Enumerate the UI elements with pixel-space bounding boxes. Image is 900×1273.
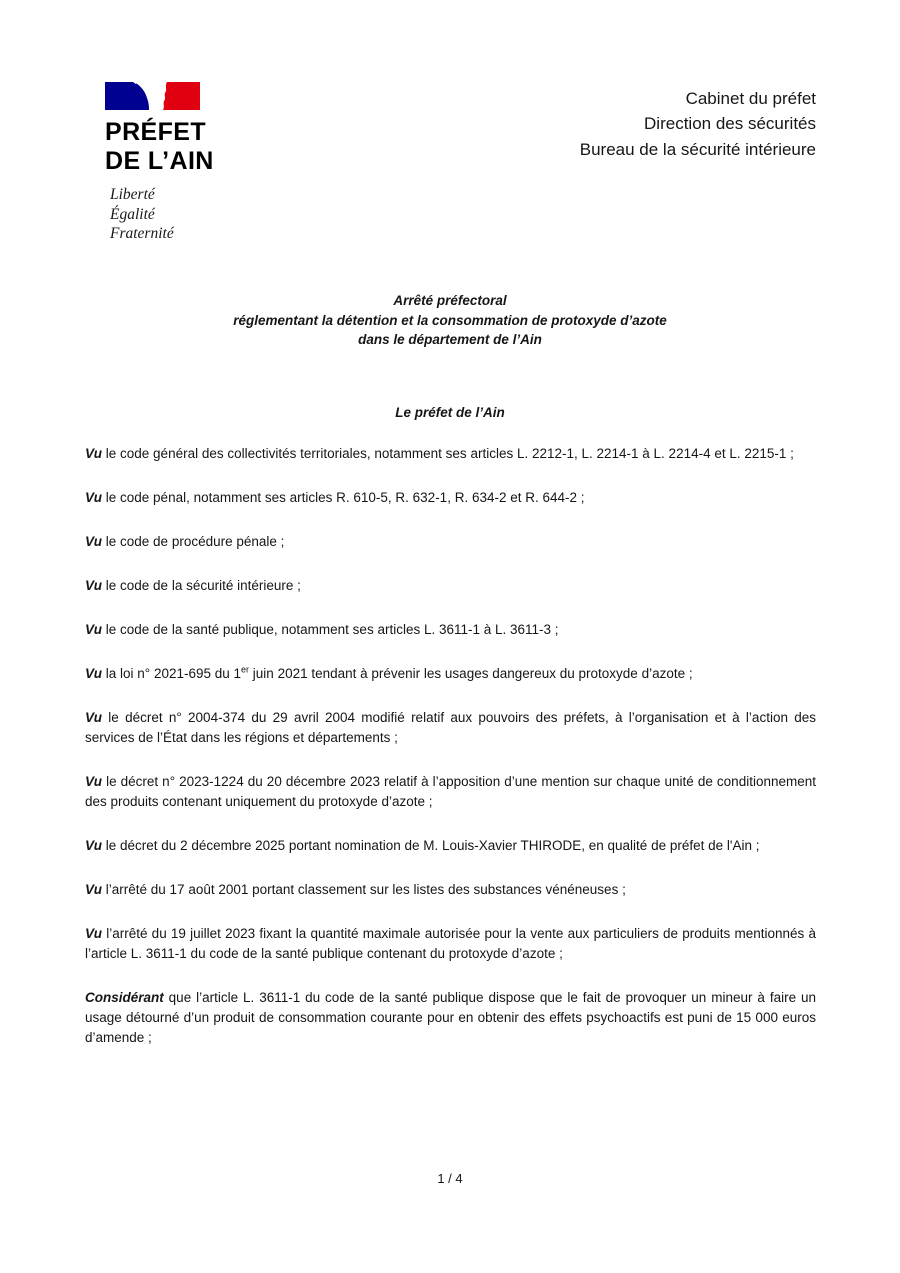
recital-lead-word: Vu: [85, 446, 103, 461]
issuing-service-block: [580, 86, 816, 162]
motto-egalite: Égalité: [110, 205, 155, 223]
ordinal-superscript: er: [241, 664, 250, 675]
recital-lead-word: Vu: [85, 926, 103, 941]
vu-paragraph: Vu la loi n° 2021-695 du 1er juin 2021 tendant à prévenir les usages dangereux du protoxyde d’azote ;: [85, 664, 693, 681]
vu-paragraph: Vu le décret n° 2023-1224 du 20 décembre 2023 relatif à l’apposition d’une mention sur chaque unité de conditionnement des produits contenant uniquement du protoxyde d’azote ;: [85, 774, 816, 809]
considerant-paragraph: Considérant que l’article L. 3611-1 du code de la santé publique dispose que le fait de provoquer un mineur à faire un usage détourné d’un produit de consommation courante pour en obtenir des effets psychoactifs est puni de 15 000 euros d’amende ;: [85, 990, 816, 1045]
document-title: [0, 291, 900, 350]
prefecture-name: [105, 118, 325, 176]
recital-lead-word: Vu: [85, 838, 103, 853]
body-paragraphs: [85, 444, 816, 1072]
prefecture-logo: [105, 82, 325, 244]
recital-lead-word: Vu: [85, 578, 103, 593]
vu-paragraph: Vu le code de la santé publique, notamment ses articles L. 3611-1 à L. 3611-3 ;: [85, 622, 559, 637]
recital-lead-word: Considérant: [85, 990, 164, 1005]
motto-fraternite: Fraternité: [110, 225, 174, 242]
french-flag-marianne-icon: [105, 82, 200, 110]
document-title-line3: dans le département de l’Ain: [358, 332, 542, 347]
recital-lead-word: Vu: [85, 534, 103, 549]
vu-paragraph: Vu le code général des collectivités territoriales, notamment ses articles L. 2212-1, L. 2214-1 à L. 2214-4 et L. 2215-1 ;: [85, 446, 794, 461]
service-line-direction: Direction des sécurités: [644, 114, 816, 134]
vu-paragraph: Vu le code de la sécurité intérieure ;: [85, 578, 301, 593]
prefecture-name-line2: DE L’AIN: [105, 147, 214, 175]
recital-lead-word: Vu: [85, 666, 103, 681]
prefecture-name-line1: PRÉFET: [105, 118, 207, 146]
vu-paragraph: Vu le code de procédure pénale ;: [85, 534, 285, 549]
page-number: 1 / 4: [437, 1171, 463, 1186]
recital-lead-word: Vu: [85, 710, 103, 725]
vu-paragraph: Vu l’arrêté du 19 juillet 2023 fixant la quantité maximale autorisée pour la vente aux particuliers de produits mentionnés à l’article L. 3611-1 du code de la santé publique contenant du protoxyde d’azote ;: [85, 926, 816, 961]
recital-lead-word: Vu: [85, 622, 103, 637]
motto-liberte: Liberté: [110, 186, 155, 203]
vu-paragraph: Vu le décret n° 2004-374 du 29 avril 2004 modifié relatif aux pouvoirs des préfets, à l’organisation et à l’action des services de l’État dans les régions et départements ;: [85, 710, 816, 745]
vu-paragraph: Vu le décret du 2 décembre 2025 portant nomination de M. Louis-Xavier THIRODE, en qualité de préfet de l'Ain ;: [85, 838, 760, 853]
recital-lead-word: Vu: [85, 774, 103, 789]
service-line-bureau: Bureau de la sécurité intérieure: [579, 139, 816, 159]
service-line-cabinet: Cabinet du préfet: [685, 89, 816, 108]
document-title-line2: réglementant la détention et la consommation de protoxyde d’azote: [233, 312, 667, 328]
salutation-line: Le préfet de l’Ain: [395, 405, 505, 420]
recital-lead-word: Vu: [85, 882, 103, 897]
vu-paragraph: Vu le code pénal, notamment ses articles R. 610-5, R. 632-1, R. 634-2 et R. 644-2 ;: [85, 490, 585, 505]
document-title-line1: Arrêté préfectoral: [393, 293, 507, 308]
republic-motto: [110, 185, 325, 244]
vu-paragraph: Vu l’arrêté du 17 août 2001 portant classement sur les listes des substances vénéneuses ;: [85, 882, 626, 897]
recital-lead-word: Vu: [85, 490, 103, 505]
